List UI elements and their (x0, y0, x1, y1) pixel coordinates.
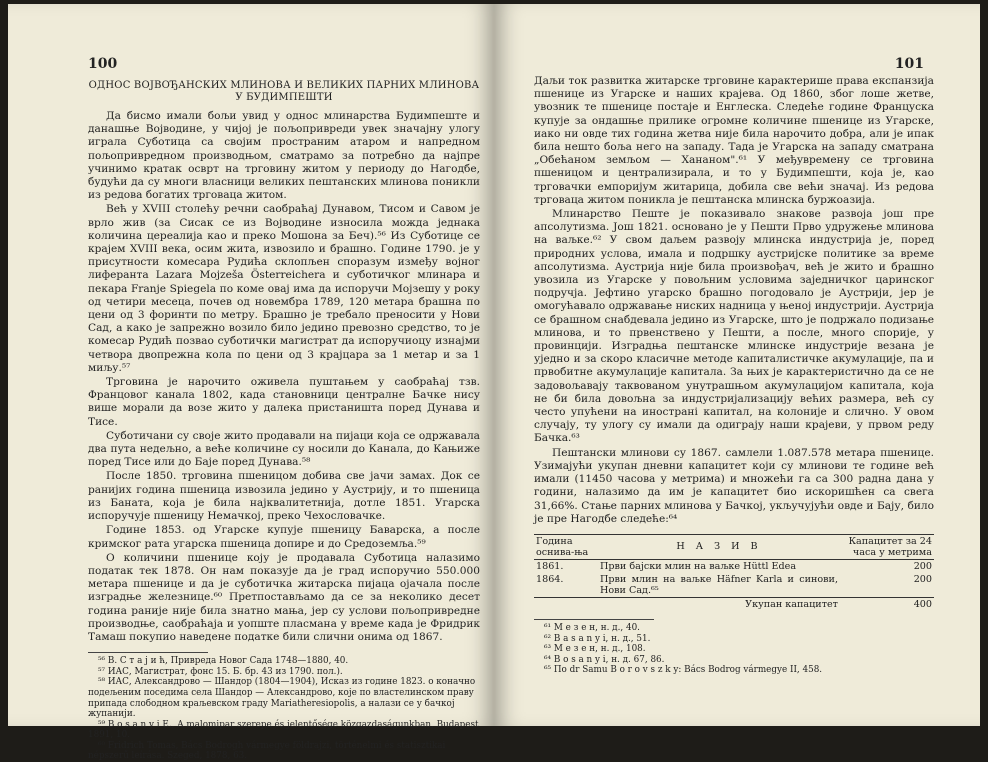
mill-capacity-table (534, 534, 934, 611)
footnote: ⁵⁹ B o s a n y i E., A malomipar szerepe és jelentősége közgazdaságunkban, Budapest 1891, 10. (88, 719, 479, 741)
table-cell-capacity: 200 (913, 560, 932, 572)
paragraph: Млинарство Пеште је показивало знакове развоја још пре апсолутизма. Још 1821. основано је у Пешти Прво удружење млинова на ваљке.⁶² У свом даљем развоју млинска индустрија је, поред природних услова, имала и подршку аустријске политике за време апсолутизма. Аустрија није била произвођач, већ је жито и брашно увозила из Угарске у повољним условима заједничког царинског подручја. Јефтино угарско брашно погодовало је Аустрији, јер је омогућавало одржавање ниских надница у њеној индустрији. Аустрија се брашном снабдевала једино из Угарске, што је подржало подизање млинова, и то првенствено у Пешти, а после, много спорије, у провинцији. Изградња пештанске млинске индустрије везана је уједно и за скоро класичне методе капиталистичке акумулације, па и првобитне акумулације капитала. За њих је карактеристично да се не задовољавају таквованом унутрашњом акумулацијом капитала, која не би била довољна за индустријализацију већих размера, већ су често упућени на иностранi капитал, на колоније и слично. У овом случају, ту улогу су имали да одиграју наши крајеви, у првом реду Бачка.⁶³ (534, 208, 934, 445)
footnote: ⁵⁶ В. С т а ј и ћ, Привреда Новог Сада 1748—1880, 40. (98, 656, 349, 667)
paragraph: Већ у XVIII столећу речни саобраћај Дунавом, Тисом и Савом је врло жив (за Сисак се из Војводине износила можда једнака количина цереалија као и преко Мошона за Беч).⁵⁶ Из Суботице се крајем XVIII века, осим жита, извозило и брашно. Године 1790. је у присутности комесара Рудића склопљен споразум између војног лиферанта Lazara Mojzeša Österreichera и суботичког млинара и пекара Franje Spiegela по коме овај има да испоручи Мојзешу у року од четири месеца, почев од новембра 1789, 120 метара брашна по цени од 3 форинти по метру. Брашно је требало преносити у Нови Сад, а како је запрежно возило било једино превозно средство, то је комесар Рудић позвао суботички магистрат да испоручиоцу изнајми четвора двопрежна кола по цени од 3 крајцара за 1 метар и за 1 миљу.⁵⁷ (88, 203, 480, 374)
left-page (8, 4, 494, 762)
paragraph: О количини пшенице коју је продавала Суботица налазимо податак тек 1878. Он нам показује да је град испоручио 550.000 метара пшенице и да је суботичка житарска пијаца ојачала после изградње железнице.⁶⁰ Претпостављамо да се за неколико десет година раније није била знатно мања, јер су услови пољопривредне производње, саобраћаја и уопште пласмана у време када је Фридрик Тамаш покупио наведене податке били слични онима од 1867. (88, 551, 480, 643)
table-header-row (534, 534, 934, 559)
footnote: ⁶³ М е з е н, н. д., 108. (544, 644, 646, 655)
footnote-divider (534, 619, 654, 620)
table-cell-year: 1864. (536, 573, 564, 585)
paragraph: Да бисмо имали бољи увид у однос млинарства Будимпеште и данашње Војводине, у чијој је пољопривреди увек значајну улогу играла Суботица са својим пространим атаром и напредном пољопривредном производњом, сматрамо за потребно да најпре учинимо кратак осврт на трговину житом у периоду до Нагодбе, будући да су многи власници великих пештанских млинова поникли из редова богатих трговаца житом. (88, 110, 480, 202)
chapter-heading: ОДНОС ВОЈВОЂАНСКИХ МЛИНОВА И ВЕЛИКИХ ПАРНИХ МЛИНОВА У БУДИМПЕШТИ (88, 80, 480, 103)
table-total-value: 400 (840, 597, 934, 611)
table-header-year: Година оснива-ња (534, 534, 598, 559)
footnote: ⁶⁵ По dr Samu B o r o v s z k y: Bács Bodrog vármegye II, 458. (544, 665, 823, 676)
footnote: ⁵⁷ ИАС, Магистрат, фонс 15. Б. бр. 43 из 1790. пол.). (98, 666, 343, 677)
table-row (534, 573, 934, 598)
paragraph: Даљи ток развитка житарске трговине карактеришe права експанзија пшенице из Угарске и наших крајева. Од 1860, због лоше жетве, увозник те пшенице постаје и Енглеска. Следеће године Француска купује за ондашње прилике огромне количине пшенице из Угарске, иако ни овде тих година жетва није била нарочито добра, али је ипак била нешто боља него на западу. Тада је Угарска на западу сматрана „Обећаном земљом — Хананом".⁶¹ У међувремену се трговина пшеницом и централизирала, и то у Будимпешти, која је, као трговачки емпориjум житарица, добила све већи значај. Из редова трговаца житом поникла је пештанска млинска буржоазија. (534, 75, 934, 206)
table-total-row (534, 597, 934, 611)
table-total-label: Укупан капацитет (598, 597, 840, 611)
table-cell-year: 1861. (536, 560, 564, 572)
table-row (534, 559, 934, 573)
footnote: ⁵⁸ ИАС, Александрово — Шандор (1804—1904), Исказ из године 1823. о коначно подељеним поседима села Шандор — Александрово, које по властелинском праву припада слободном краљевском граду Mariatheresiopolis, а налази се у бачкој жупанији. (88, 677, 476, 720)
page-number-left: 100 (88, 56, 118, 72)
paragraph: После 1850. трговина пшеницом добива све јачи замах. Док се ранијих година пшеница извозила једино у Аустрију, и то пшеница из Баната, која је била најквалитетнија, дотле 1851. Угарска испоручује пшеницу Немачкој, преко Чехословачке. (88, 470, 480, 523)
paragraph: Пештански млинови су 1867. самлели 1.087.578 метара пшенице. Узимајући укупан дневни капацитет који су млинови те године већ имали (11450 часова у метрима) и множећи га са 300 радна дана у години, налазимо да им је капацитет био искоришћен са свега 31,66%. Стање парних млинова у Бачкој, укључујући овде и Бају, било је пре Нагодбе следеће:⁶⁴ (534, 446, 934, 525)
paragraph: Године 1853. од Угарске купује пшеницу Баварска, а после кримског рата угарска пшеница допире и до Средоземља.⁵⁹ (88, 524, 480, 550)
table-cell-capacity: 200 (913, 573, 932, 585)
footnote: ⁶⁴ B o s a n y i, н. д. 67, 86. (544, 654, 665, 665)
footnote-divider (88, 652, 208, 653)
book-spread (8, 4, 980, 762)
footnote: ⁶⁰ Fridrich Tomas, Bács Bodrogh vármegye földrajzi, történelmi és statisztikai népszerű leírása. Szeged, 1878, 63. (88, 740, 446, 762)
right-text-column (534, 75, 934, 676)
page-number-right: 101 (894, 56, 924, 72)
table-header-capacity: Капацитет за 24 часа у метрима (840, 534, 934, 559)
paragraph: Суботичани су своје жито продавали на пијаци која се одржавала два пута недељно, а веће количине су носили до Канала, до Кањиже поред Тисе или до Баје поред Дунава.⁵⁸ (88, 429, 480, 469)
paragraph: Трговина је нарочито оживела пуштањем у саобраћај тзв. Францовог канала 1802, када становници централне Бачке нису више морали да возе жито у далека пристаништа поред Дунава и Тисе. (88, 376, 480, 428)
table-cell-name: Први бајски млин на ваљке Hüttl Edea (600, 560, 797, 572)
left-text-column (88, 80, 480, 762)
right-page (494, 4, 980, 726)
footnote: ⁶² B a s a n y i, н. д., 51. (544, 633, 651, 644)
footnote: ⁶¹ М е з е н, н. д., 40. (544, 622, 640, 633)
table-header-name: Н А З И В (598, 534, 840, 559)
table-cell-name: Први млин на ваљке Häfner Karla и синови, Нови Сад.⁶⁵ (600, 573, 838, 596)
